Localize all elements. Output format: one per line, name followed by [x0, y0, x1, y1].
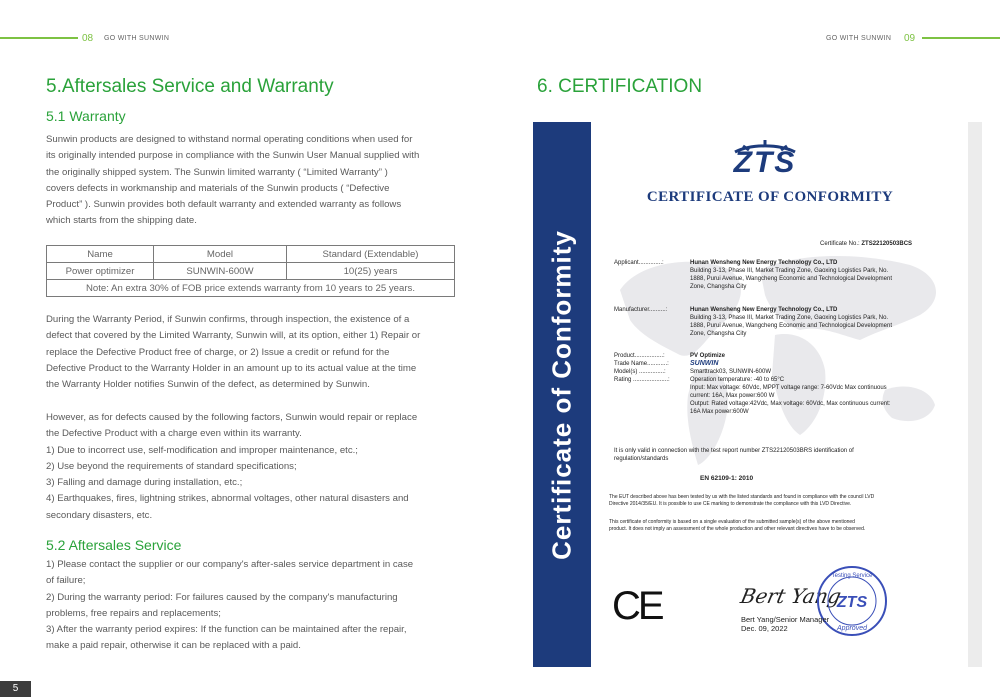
- text-line: 1) Due to incorrect use, self-modification and improper maintenance, etc.;: [46, 444, 358, 456]
- table-header-cell: Model: [154, 246, 287, 263]
- text-line: 3) Falling and damage during installation, etc.;: [46, 477, 243, 489]
- eut-statement: [609, 494, 964, 508]
- basis-statement: [609, 519, 964, 533]
- applicant-address-line: Building 3-13, Phase III, Market Trading Zone, Gaoxing Logistics Park, No.: [690, 268, 889, 274]
- text-line: the Defective Product with a charge even within its warranty.: [46, 428, 302, 440]
- rating-line: Output: Rated voltage:42Vdc, Max voltage: 60Vdc, Max continuous current:: [690, 401, 891, 407]
- standard-reference: EN 62109-1: 2010: [700, 475, 754, 482]
- warranty-intro: [46, 132, 466, 230]
- table-note: Note: An extra 30% of FOB price extends warranty from 10 years to 25 years.: [47, 280, 455, 297]
- header-page-number-left: 08: [82, 33, 94, 44]
- basis-line: product. It does not imply an assessment of the whole production and other relevant directives have to be observed.: [609, 526, 866, 532]
- text-line: Defective Product to the Warranty Holder in an amount up to its actual value at the time: [46, 362, 417, 374]
- certificate-title: CERTIFICATE OF CONFORMITY: [646, 189, 894, 205]
- manufacturer-address-line: 1888, Purui Avenue, Wangcheng Economic and Technological Development: [690, 323, 893, 329]
- text-line: defect that covered by the Limited Warranty, Sunwin will, at its option, either 1) Repair or: [46, 330, 421, 342]
- manufacturer-block: [690, 306, 960, 338]
- certificate-number: [820, 240, 912, 248]
- table-cell: SUNWIN-600W: [154, 263, 287, 280]
- rating-line: Input: Max voltage: 60Vdc, MPPT voltage range: 7-60Vdc Max continuous: [690, 385, 887, 391]
- warranty-table: [46, 245, 455, 297]
- eut-line: Directive 2014/35/EU. It is possible to use CE marking to demonstrate the compliance with this LVD Directive.: [609, 501, 852, 507]
- table-header-cell: Name: [47, 246, 154, 263]
- validity-statement: [614, 447, 954, 463]
- header-page-number-right: 09: [904, 33, 916, 44]
- subsection-title-warranty: 5.1 Warranty: [46, 108, 126, 124]
- text-line: 2) During the warranty period: For failures caused by the company's manufacturing: [46, 591, 398, 603]
- header-brand-left: GO WITH SUNWIN: [104, 35, 170, 42]
- text-line: 3) After the warranty period expires: If the function can be maintained after the repair,: [46, 624, 407, 636]
- certificate-page-edge: [968, 122, 982, 667]
- table-note-row: [47, 280, 455, 297]
- applicant-address-line: Zone, Changsha City: [690, 284, 747, 290]
- product-values: [690, 352, 960, 416]
- model-label: Model(s) ...............:: [614, 369, 666, 375]
- subsection-title-aftersales: 5.2 Aftersales Service: [46, 537, 182, 553]
- header-brand-right: GO WITH SUNWIN: [826, 35, 892, 42]
- validity-line: It is only valid in connection with the test report number ZTS22120503BRS identification of: [614, 448, 854, 454]
- signer-name: Bert Yang/Senior Manager: [741, 615, 830, 624]
- applicant-name: Hunan Wensheng New Energy Technology Co., LTD: [690, 260, 838, 266]
- text-line: Sunwin products are designed to withstand normal operating conditions when used for: [46, 134, 413, 145]
- basis-line: This certificate of conformity is based on a single evaluation of the submitted sample(s) of the above mentioned: [609, 519, 855, 525]
- trade-name-label: Trade Name............:: [614, 361, 669, 367]
- text-line: During the Warranty Period, if Sunwin confirms, through inspection, the existence of a: [46, 314, 410, 325]
- text-line: However, as for defects caused by the following factors, Sunwin would repair or replace: [46, 412, 418, 423]
- text-line: Product” ). Sunwin provides both default warranty and extended warranty as follows: [46, 199, 402, 211]
- text-line: 1) Please contact the supplier or our company's after-sales service department in case: [46, 559, 414, 570]
- text-line: its originally intended purpose in compliance with the Sunwin User Manual supplied with: [46, 150, 420, 162]
- text-line: the Warranty Holder notifies Sunwin of the defect, as determined by Sunwin.: [46, 379, 370, 391]
- text-line: of failure;: [46, 575, 86, 587]
- eut-line: The EUT described above has been tested by us with the listed standards and found in compliance with the council LVD: [609, 494, 875, 500]
- cert-no-label: Certificate No.:: [820, 241, 860, 247]
- warranty-period-paragraph: [46, 312, 466, 393]
- trade-name-value: SUNWIN: [690, 360, 719, 367]
- text-line: which starts from the shipping date.: [46, 215, 197, 227]
- zts-logo-text: ZTS: [733, 146, 797, 179]
- stamp-bottom-text: Approved: [837, 625, 867, 632]
- product-label: Product.................:: [614, 353, 665, 359]
- validity-line: regulation/standards: [614, 456, 669, 462]
- section-title-certification: 6. CERTIFICATION: [537, 76, 703, 97]
- product-labels: [614, 352, 670, 384]
- rating-label: Rating .....................:: [614, 377, 670, 383]
- manufacturer-address-line: Building 3-13, Phase III, Market Trading Zone, Gaoxing Logistics Park, No.: [690, 315, 889, 321]
- model-value: Smarttrack03, SUNWIN-600W: [690, 369, 772, 375]
- header-line-left: [0, 37, 78, 39]
- table-header-cell: Standard (Extendable): [287, 246, 455, 263]
- text-line: problems, free repairs and replacements;: [46, 607, 221, 619]
- stamp-top-text: Testing Service: [831, 573, 873, 579]
- text-line: make a paid repair, otherwise it can be replaced with a paid.: [46, 640, 301, 652]
- applicant-address-line: 1888, Purui Avenue, Wangcheng Economic and Technological Development: [690, 276, 893, 282]
- aftersales-service-list: [46, 557, 466, 655]
- text-line: 2) Use beyond the requirements of standard specifications;: [46, 460, 297, 472]
- rating-line: 16A Max power:600W: [690, 409, 749, 415]
- product-value: PV Optimize: [690, 353, 726, 359]
- rating-line: Operation temperature: -40 to 65°C: [690, 377, 785, 383]
- manufacturer-label: Manufacturer..........:: [614, 307, 668, 313]
- text-line: the originally shipped system. The Sunwin limited warranty ( “Limited Warranty” ): [46, 166, 388, 178]
- text-line: 4) Earthquakes, fires, lightning strikes, abnormal voltages, other natural disasters and: [46, 493, 409, 505]
- table-header-row: [47, 246, 455, 263]
- section-title-aftersales: 5.Aftersales Service and Warranty: [46, 76, 334, 97]
- table-row: [47, 263, 455, 280]
- applicant-block: [690, 259, 960, 291]
- cert-no-value: ZTS22120503BCS: [861, 241, 913, 247]
- table-cell: Power optimizer: [47, 263, 154, 280]
- ce-mark: CE: [612, 584, 662, 628]
- manufacturer-name: Hunan Wensheng New Energy Technology Co., LTD: [690, 307, 838, 313]
- page-badge-number: 5: [12, 683, 19, 694]
- exclusions-paragraph: [46, 410, 466, 524]
- text-line: replace the Defective Product free of charge, or 2) Issue a credit or refund for the: [46, 346, 390, 358]
- manufacturer-address-line: Zone, Changsha City: [690, 331, 747, 337]
- text-line: covers defects in workmanship and materials of the Sunwin products ( “Defective: [46, 182, 390, 194]
- signer-block: [741, 615, 829, 633]
- text-line: secondary disasters, etc.: [46, 509, 153, 521]
- header-line-right: [922, 37, 1000, 39]
- table-cell: 10(25) years: [287, 263, 455, 280]
- certificate-vertical-title: Certificate of Conformity: [546, 230, 577, 560]
- signature: Bert Yang: [738, 584, 844, 608]
- signature-date: Dec. 09, 2022: [741, 624, 788, 633]
- rating-line: current: 16A, Max power:600 W: [690, 393, 775, 399]
- applicant-label: Applicant..............:: [614, 260, 664, 266]
- page-badge: [0, 681, 31, 697]
- stamp-center-text: ZTS: [836, 594, 868, 611]
